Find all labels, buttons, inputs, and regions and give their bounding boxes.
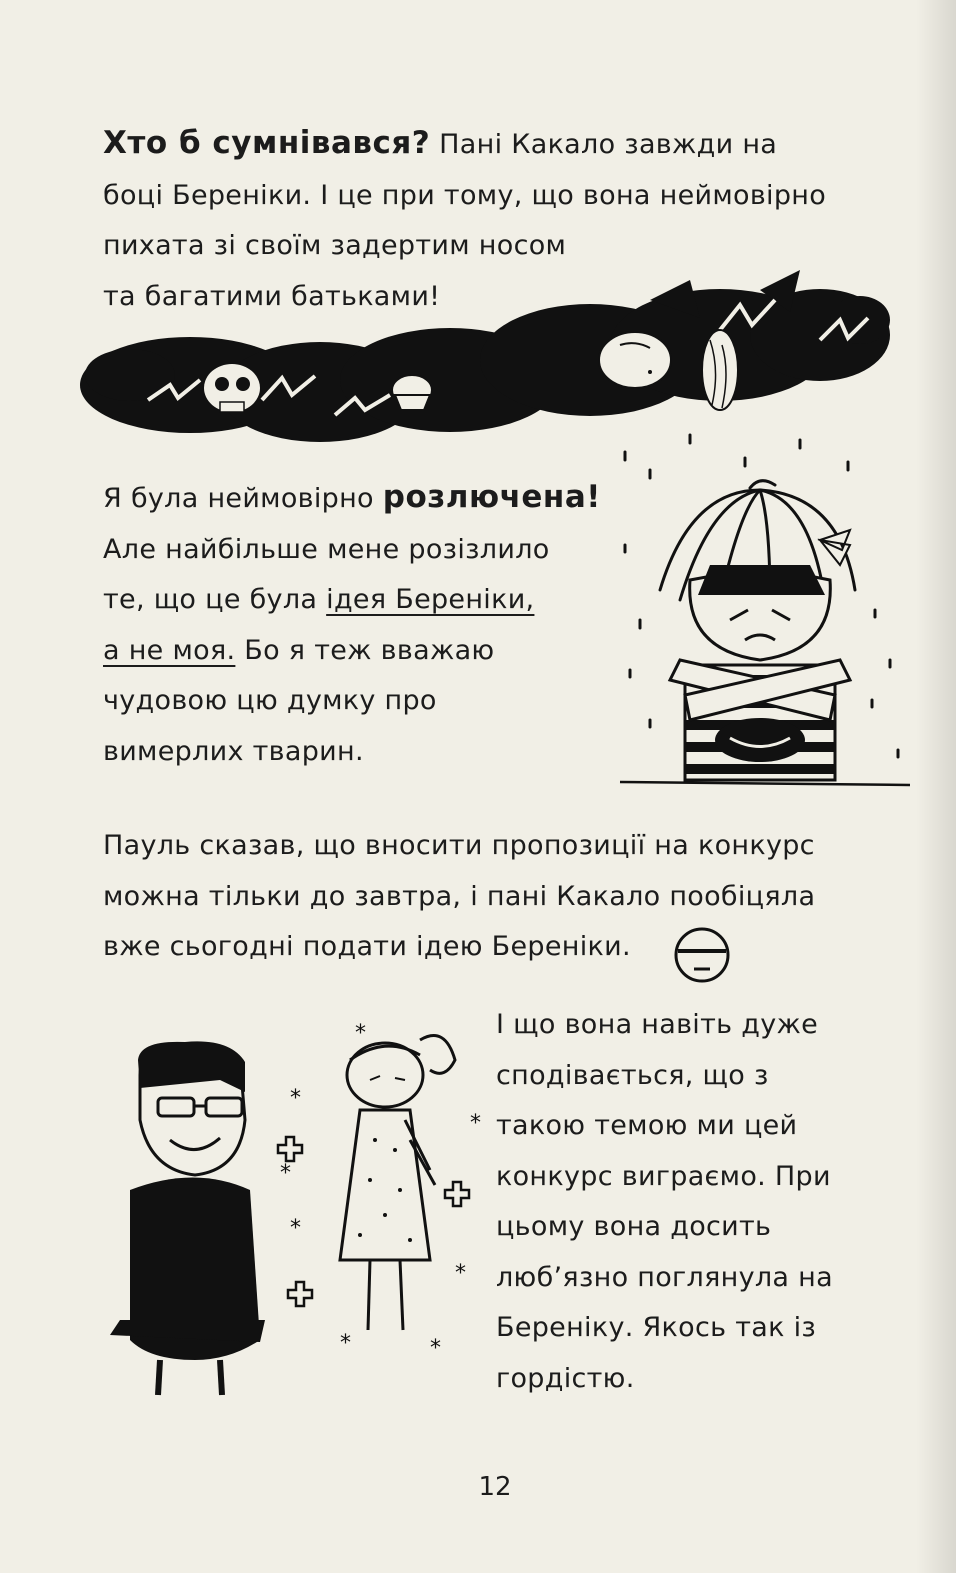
- paragraph-2-line-2: Але найбільше мене розізлило: [103, 533, 550, 565]
- text-fragment: Я була неймовірно: [103, 483, 374, 514]
- paragraph-1-line-3: пихата зі своїм задертим носом: [103, 230, 567, 261]
- paragraph-2-line-3: [103, 575, 601, 626]
- teacher-and-girl-illustration: [100, 1000, 500, 1420]
- paragraph-2-line-5: чудовою цю думку про: [103, 685, 437, 716]
- text-fragment: те, що це була: [103, 584, 318, 615]
- svg-text:*: *: [355, 1021, 366, 1046]
- svg-text:*: *: [280, 1161, 291, 1186]
- angry-storm-cloud-illustration: [0, 0, 956, 480]
- paragraph-2-line-6: вимерлих тварин.: [103, 735, 364, 767]
- bold-phrase: Хто б сумнівався?: [103, 125, 431, 161]
- paragraph-4-line-5: цьому вона досить: [496, 1211, 772, 1242]
- paragraph-2: [103, 472, 601, 777]
- paragraph-1-line-4: та багатими батьками!: [103, 280, 441, 312]
- grumpy-face-icon: [672, 925, 732, 985]
- cupcake-icon: [392, 375, 432, 410]
- paragraph-4-line-6: люб’язно поглянула на: [496, 1261, 833, 1293]
- skull-icon: [204, 364, 260, 412]
- paragraph-4-line-8: гордістю.: [496, 1362, 635, 1394]
- svg-text:*: *: [470, 1111, 481, 1136]
- page-number: 12: [478, 1472, 512, 1502]
- svg-text:*: *: [430, 1336, 441, 1361]
- paragraph-4-line-2: сподівається, що з: [496, 1059, 769, 1091]
- paragraph-2-line-1: [103, 472, 601, 525]
- text-fragment: Бо я теж вважаю: [244, 634, 495, 666]
- paragraph-4-line-7: Береніку. Якось так із: [496, 1312, 817, 1343]
- paragraph-2-line-4: [103, 626, 601, 677]
- paragraph-4-line-4: конкурс виграємо. При: [496, 1160, 831, 1192]
- svg-text:*: *: [340, 1331, 351, 1356]
- paragraph-4-line-3: такою темою ми цей: [496, 1110, 798, 1141]
- angry-girl-in-rain-illustration: [610, 470, 940, 800]
- svg-text:*: *: [290, 1216, 301, 1241]
- paragraph-4: [496, 1000, 833, 1404]
- paragraph-4-line-1: І що вона навіть дуже: [496, 1009, 819, 1040]
- paragraph-1-line-2: боці Береніки. І це при тому, що вона неймовірно: [103, 179, 827, 211]
- paragraph-3-line-1: Пауль сказав, що вносити пропозиції на конкурс: [103, 830, 815, 861]
- svg-text:*: *: [455, 1261, 466, 1286]
- underlined-phrase: ідея Береніки,: [326, 584, 535, 615]
- underlined-phrase: а не моя.: [103, 634, 236, 666]
- bold-angry-word: розлючена!: [382, 479, 601, 515]
- paragraph-3-line-2: можна тільки до завтра, і пані Какало пообіцяла: [103, 880, 816, 912]
- svg-text:*: *: [290, 1086, 301, 1111]
- paragraph-3-line-3: вже сьогодні подати ідею Береніки.: [103, 931, 631, 962]
- text-fragment: Пані Какало завжди на: [439, 129, 778, 160]
